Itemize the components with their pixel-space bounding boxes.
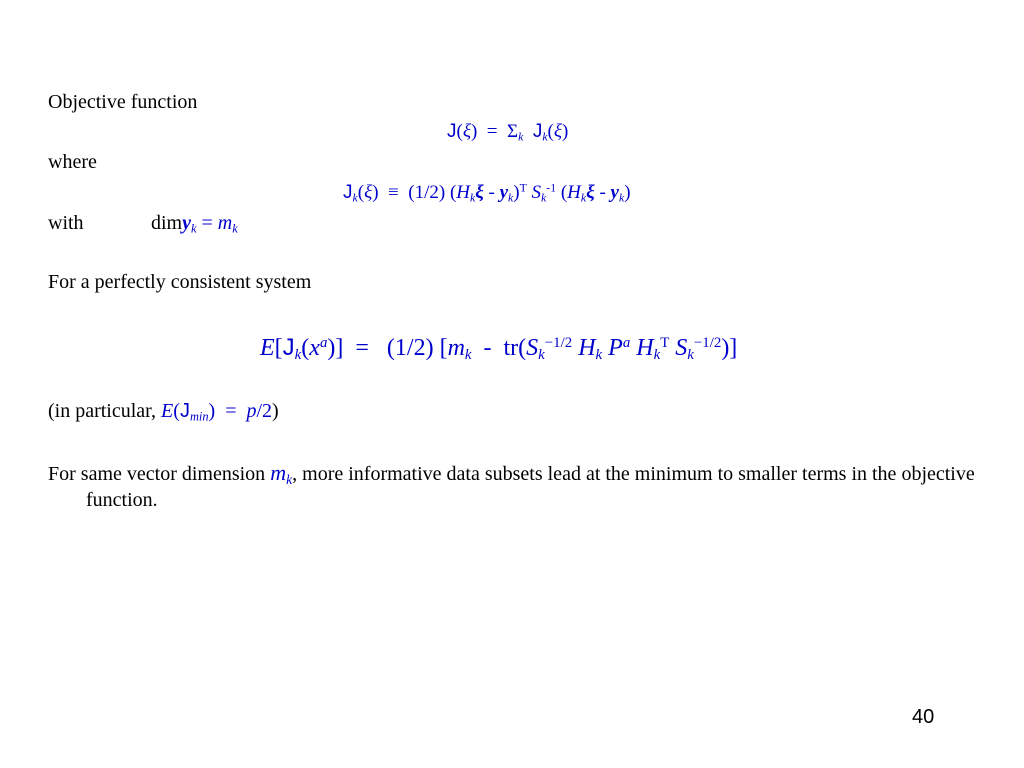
with-label: with: [48, 212, 84, 234]
expectation-equation: $E[J_k(x^a)] = (1/2)$ [$m_k - tr(S_k^{-1/2}$ $H_k$ $P^a$ $H_k^T$ $S_k^{-1/2}$)]: [260, 334, 738, 364]
page-number: 40: [912, 706, 935, 728]
where-label: where: [48, 151, 97, 173]
objective-equation: $J(\xi) = \Sigma_k$ $J_k(\xi)$: [447, 121, 569, 144]
informative-data-paragraph: For same vector dimension $m_k$, more informative data subsets lead at the minimum to smaller terms in the objective function.: [48, 460, 975, 511]
objective-label: Objective function: [48, 91, 198, 113]
consistent-system-label: For a perfectly consistent system: [48, 271, 312, 293]
dimension-equation: dimy$_k$ = $m_k$: [151, 212, 238, 236]
minimum-expectation-note: (in particular, $E(J_{min}) = p/2$): [48, 400, 279, 424]
term-equation: $J_k(\xi) \equiv (1/2)$ $(H_k\xi - y_k)^T$ $S_k^{-1}$ $(H_k\xi - y_k)$: [343, 181, 631, 205]
